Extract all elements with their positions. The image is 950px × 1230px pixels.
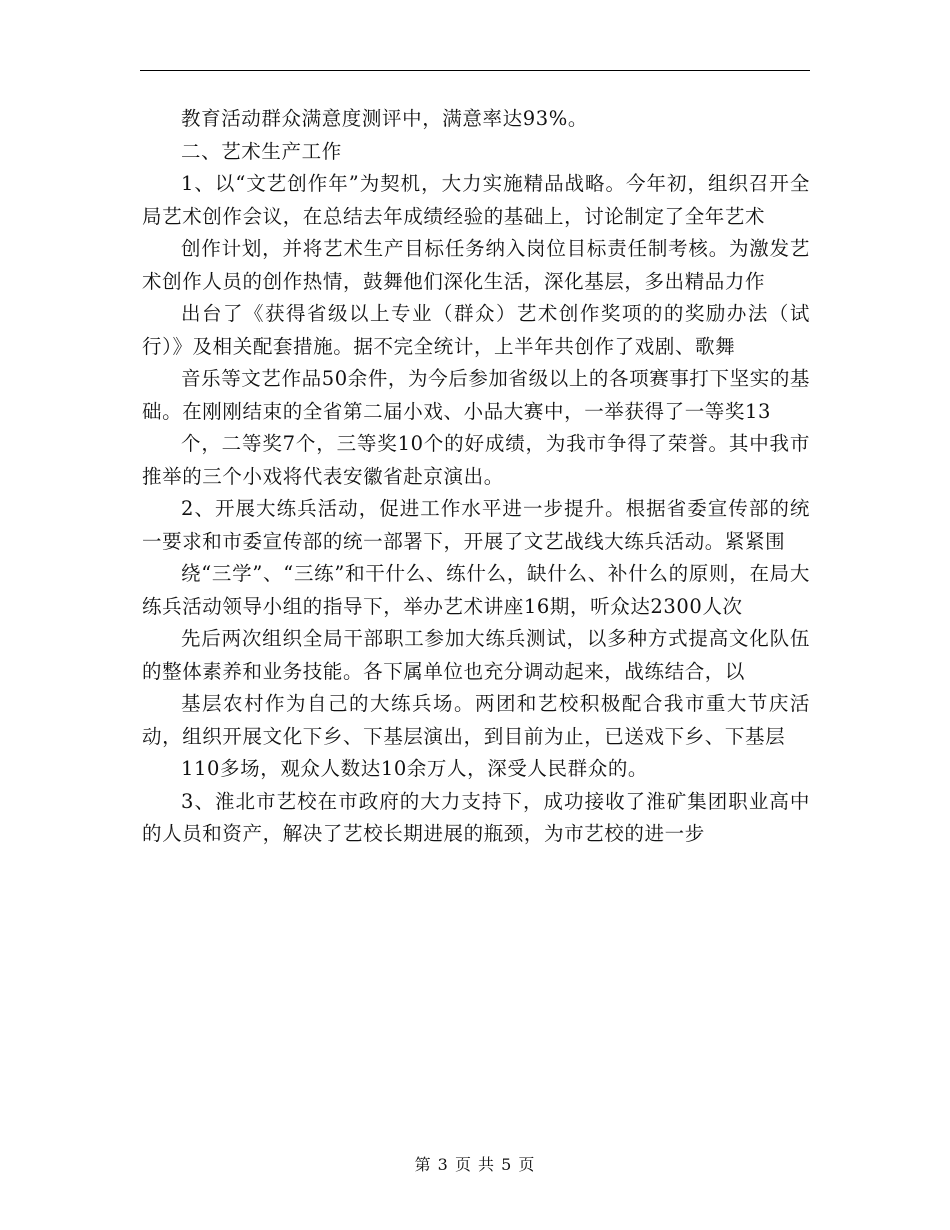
body-text xyxy=(142,103,810,851)
paragraph: 个，二等奖7个，三等奖10个的好成绩，为我市争得了荣誉。其中我市推举的三个小戏将代表安徽省赴京演出。 xyxy=(142,432,810,488)
paragraph: 2、开展大练兵活动，促进工作水平进一步提升。根据省委宣传部的统一要求和市委宣传部的统一部署下，开展了文艺战线大练兵活动。紧紧围 xyxy=(142,497,810,553)
paragraph: 1、以“文艺创作年”为契机，大力实施精品战略。今年初，组织召开全局艺术创作会议，在总结去年成绩经验的基础上，讨论制定了全年艺术 xyxy=(142,172,810,228)
paragraph: 3、淮北市艺校在市政府的大力支持下，成功接收了淮矿集团职业高中的人员和资产，解决了艺校长期进展的瓶颈，为市艺校的进一步 xyxy=(142,789,810,845)
section-heading: 二、艺术生产工作 xyxy=(181,139,342,163)
paragraph: 先后两次组织全局干部职工参加大练兵测试，以多种方式提高文化队伍的整体素养和业务技能。各下属单位也充分调动起来，战练结合，以 xyxy=(142,627,810,683)
paragraph: 110多场，观众人数达10余万人，深受人民群众的。 xyxy=(181,757,649,780)
paragraph: 教育活动群众满意度测评中，满意率达93%。 xyxy=(181,107,588,130)
paragraph: 音乐等文艺作品50余件，为今后参加省级以上的各项赛事打下坚实的基础。在刚刚结束的全省第二届小戏、小品大赛中，一举获得了一等奖13 xyxy=(142,367,811,423)
paragraph: 创作计划，并将艺术生产目标任务纳入岗位目标责任制考核。为激发艺术创作人员的创作热情，鼓舞他们深化生活，深化基层，多出精品力作 xyxy=(142,237,810,293)
page-number-footer: 第 3 页 共 5 页 xyxy=(414,1155,536,1174)
paragraph: 出台了《获得省级以上专业（群众）艺术创作奖项的的奖励办法（试行）》及相关配套措施。据不完全统计，上半年共创作了戏剧、歌舞 xyxy=(142,302,810,358)
paragraph: 绕“三学”、“三练”和干什么、练什么，缺什么、补什么的原则，在局大练兵活动领导小组的指导下，举办艺术讲座16期，听众达2300人次 xyxy=(142,562,810,618)
paragraph: 基层农村作为自己的大练兵场。两团和艺校积极配合我市重大节庆活动，组织开展文化下乡、下基层演出，到目前为止，已送戏下乡、下基层 xyxy=(142,692,810,748)
header-rule xyxy=(140,70,810,71)
